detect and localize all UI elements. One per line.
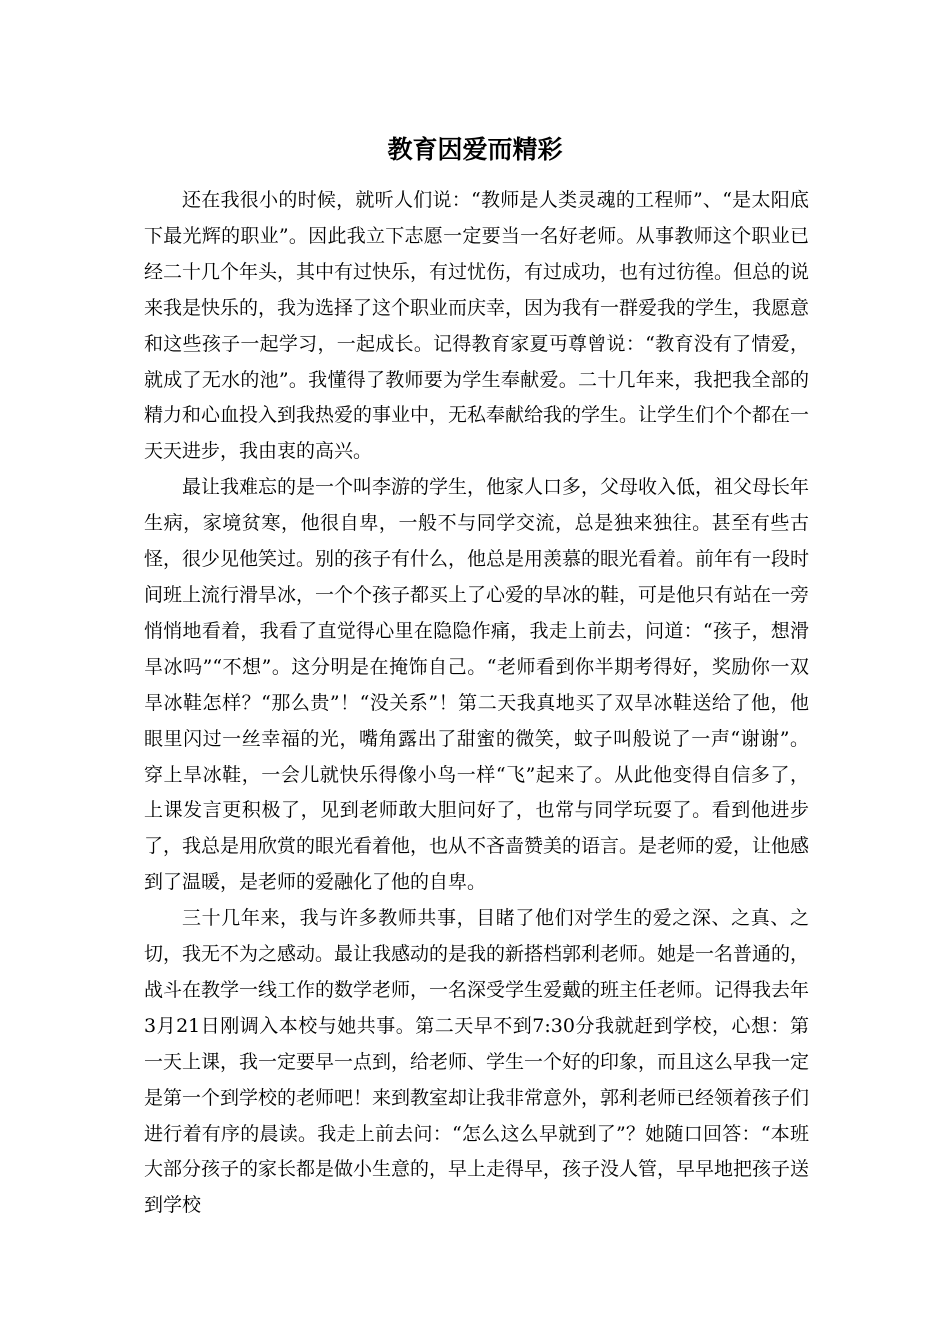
paragraph-3: 三十几年来，我与许多教师共事，目睹了他们对学生的爱之深、之真、之切，我无不为之感动。最让我感动的是我的新搭档郭利老师。她是一名普通的，战斗在教学一线工作的数学老师，一名深受学生爱戴的班主任老师。记得我去年3月21日刚调入本校与她共事。第二天早不到7:30分我就赶到学校，心想：第一天上课，我一定要早一点到，给老师、学生一个好的印象，而且这么早我一定是第一个到学校的老师吧！来到教室却让我非常意外，郭利老师已经领着孩子们进行着有序的晨读。我走上前去问：“怎么这么早就到了”？她随口回答：“本班大部分孩子的家长都是做小生意的，早上走得早，孩子没人管，早早地把孩子送到学校	[144, 907, 810, 1217]
paragraph-2: 最让我难忘的是一个叫李游的学生，他家人口多，父母收入低，祖父母长年生病，家境贫寒，他很自卑，一般不与同学交流，总是独来独往。甚至有些古怪，很少见他笑过。别的孩子有什么，他总是用羡慕的眼光看着。前年有一段时间班上流行滑旱冰，一个个孩子都买上了心爱的旱冰的鞋，可是他只有站在一旁悄悄地看着，我看了直觉得心里在隐隐作痛，我走上前去，问道：“孩子，想滑旱冰吗”“不想”。这分明是在掩饰自己。“老师看到你半期考得好，奖励你一双旱冰鞋怎样？“那么贵”！“没关系”！第二天我真地买了双旱冰鞋送给了他，他眼里闪过一丝幸福的光，嘴角露出了甜蜜的微笑，蚊子叫般说了一声“谢谢”。穿上旱冰鞋，一会儿就快乐得像小鸟一样“飞”起来了。从此他变得自信多了，上课发言更积极了，见到老师敢大胆问好了，也常与同学玩耍了。看到他进步了，我总是用欣赏的眼光看着他，也从不吝啬赞美的语言。是老师的爱，让他感到了温暖，是老师的爱融化了他的自卑。	[144, 476, 810, 894]
document-body	[144, 183, 809, 1224]
document-title: 教育因爱而精彩	[387, 135, 563, 164]
paragraph-1: 还在我很小的时候，就听人们说：“教师是人类灵魂的工程师”、“是太阳底下最光辉的职业”。因此我立下志愿一定要当一名好老师。从事教师这个职业已经二十几个年头，其中有过快乐，有过忧伤，有过成功，也有过彷徨。但总的说来我是快乐的，我为选择了这个职业而庆幸，因为我有一群爱我的学生，我愿意和这些孩子一起学习，一起成长。记得教育家夏丏尊曾说：“教育没有了情爱，就成了无水的池”。我懂得了教师要为学生奉献爱。二十几年来，我把我全部的精力和心血投入到我热爱的事业中，无私奉献给我的学生。让学生们个个都在一天天进步，我由衷的高兴。	[144, 189, 810, 463]
